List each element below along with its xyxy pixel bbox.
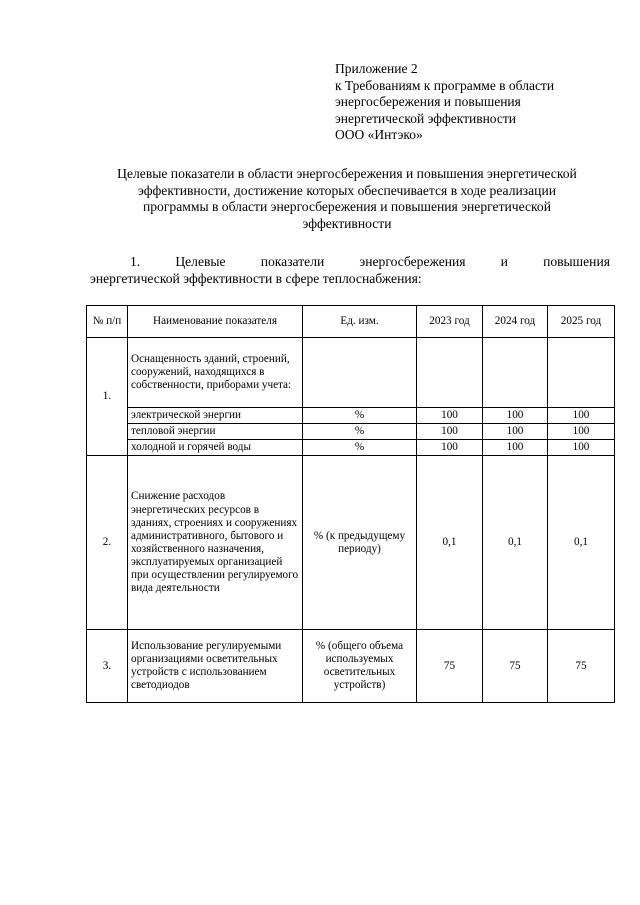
row-num: 2. [87,456,128,630]
subrow-2025: 100 [548,408,615,424]
header-num: № п/п [87,306,128,338]
row-name: Оснащенность зданий, строений, сооружений, находящихся в собственности, приборами учета: [128,338,303,408]
appendix-line: энергосбережения и повышения [335,94,521,109]
intro-word: и [500,254,508,269]
table-subrow [87,440,615,456]
intro-word: показатели [260,254,325,269]
row-name: Использование регулируемыми организациями осветительных устройств с использованием светодиодов [128,630,303,703]
subrow-2023: 100 [417,424,483,440]
header-2023: 2023 год [417,306,483,338]
appendix-line: ООО «Интэко» [335,127,423,142]
appendix-line: Приложение 2 [335,61,418,76]
subrow-2024: 100 [483,408,548,424]
subrow-unit: % [303,424,417,440]
table-row [87,630,615,703]
intro-paragraph [90,254,610,287]
subrow-2023: 100 [417,408,483,424]
row-num: 3. [87,630,128,703]
subrow-2025: 100 [548,424,615,440]
intro-word: Целевые [175,254,226,269]
row-unit: % (к предыдущему периоду) [303,456,417,630]
subrow-2023: 100 [417,440,483,456]
subrow-unit: % [303,408,417,424]
header-2024: 2024 год [483,306,548,338]
row-unit: % (общего объема используемых осветительных устройств) [303,630,417,703]
header-2025: 2025 год [548,306,615,338]
table-row [87,338,615,408]
heading-line: эффективности [302,215,392,231]
empty-cell [303,338,417,408]
document-heading [82,166,612,232]
row-2024: 0,1 [483,456,548,630]
row-2025: 75 [548,630,615,703]
appendix-line: энергетической эффективности [335,110,516,126]
table-subrow [87,424,615,440]
intro-line-1 [90,254,610,271]
table-subrow [87,408,615,424]
heading-line: программы в области энергосбережения и повышения энергетической [142,199,552,215]
subrow-2024: 100 [483,424,548,440]
empty-cell [483,338,548,408]
indicators-table [86,305,615,703]
row-name: Снижение расходов энергетических ресурсов в зданиях, строениях и сооружениях административного, бытового и хозяйственного назначения, эксплуатируемых организацией при осуществлении регулируемого вида деятельности [128,456,303,630]
appendix-block [335,61,625,144]
subrow-name: холодной и горячей воды [128,440,303,456]
header-name: Наименование показателя [128,306,303,338]
row-2023: 75 [417,630,483,703]
heading-line: Целевые показатели в области энергосбережения и повышения энергетической [117,166,577,181]
table-row [87,456,615,630]
intro-line-2: энергетической эффективности в сфере теплоснабжения: [90,270,422,286]
intro-word: повышения [543,254,610,269]
table-header-row [87,306,615,338]
subrow-name: тепловой энергии [128,424,303,440]
header-unit: Ед. изм. [303,306,417,338]
intro-word: энергосбережения [359,254,466,269]
intro-word: 1. [130,254,141,269]
row-2023: 0,1 [417,456,483,630]
row-2024: 75 [483,630,548,703]
subrow-name: электрической энергии [128,408,303,424]
appendix-line: к Требованиям к программе в области [335,77,555,93]
subrow-2024: 100 [483,440,548,456]
subrow-2025: 100 [548,440,615,456]
empty-cell [417,338,483,408]
heading-line: эффективности, достижение которых обеспечивается в ходе реализации [138,182,556,198]
subrow-unit: % [303,440,417,456]
row-num: 1. [87,338,128,456]
empty-cell [548,338,615,408]
row-2025: 0,1 [548,456,615,630]
